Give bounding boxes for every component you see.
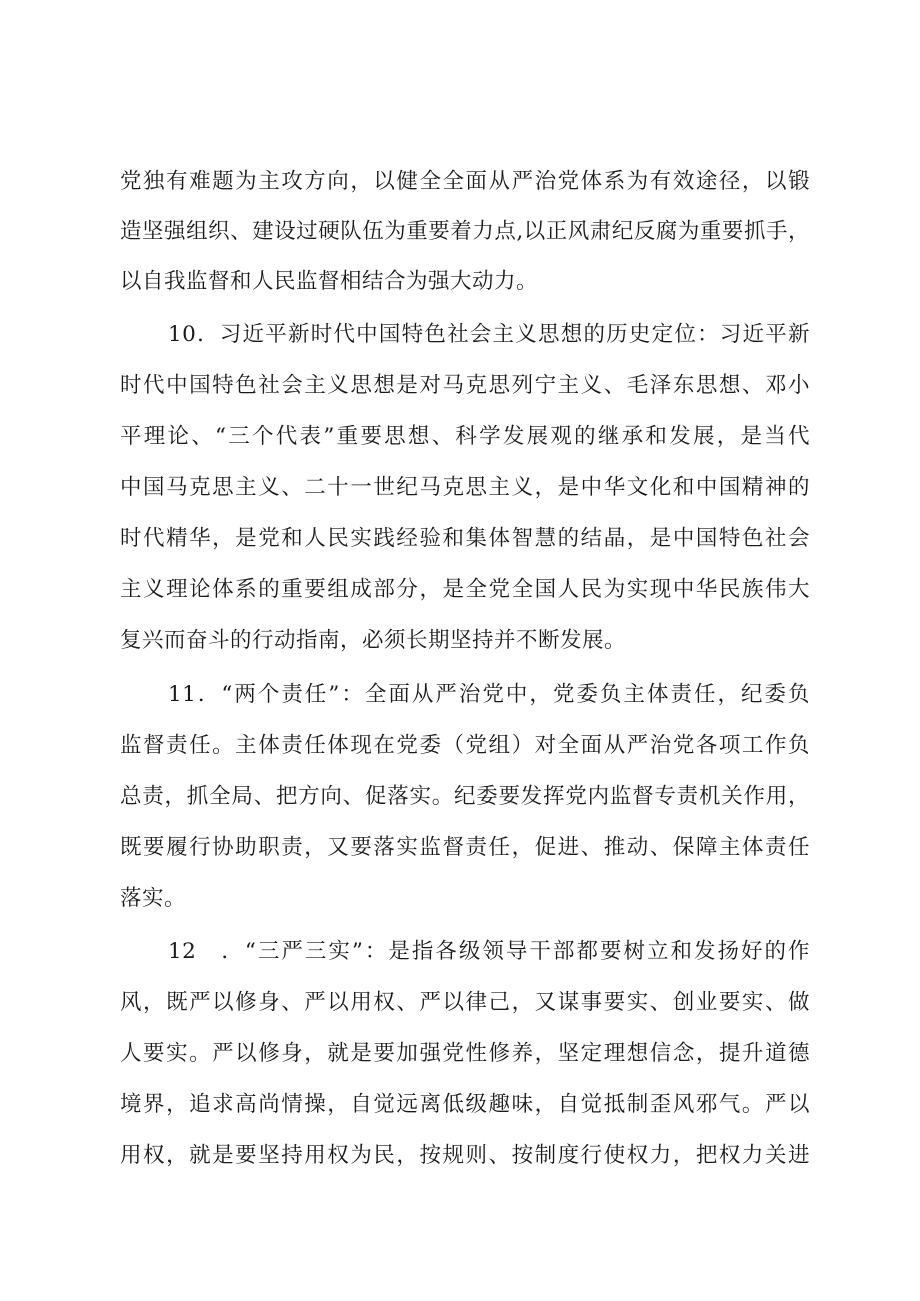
paragraph-line: 复兴而奋斗的行动指南，必须长期坚持并不断发展。 [120, 628, 627, 653]
paragraph-line: 10．习近平新时代中国特色社会主义思想的历史定位：习近平新 [168, 322, 810, 347]
paragraph-line: 以自我监督和人民监督相结合为强大动力。 [120, 269, 539, 294]
paragraph-line: 党独有难题为主攻方向，以健全全面从严治党体系为有效途径，以锻 [120, 169, 810, 194]
paragraph-line: 主义理论体系的重要组成部分，是全党全国人民为实现中华民族伟大 [120, 577, 810, 602]
paragraph-line: 11．“两个责任”：全面从严治党中，党委负主体责任，纪委负 [168, 682, 810, 707]
paragraph-line: 境界，追求高尚情操，自觉远离低级趣味，自觉抵制歪风邪气。严以 [120, 1092, 810, 1117]
paragraph-line: 12 ．“三严三实”：是指各级领导干部都要树立和发扬好的作 [168, 939, 810, 964]
paragraph-line: 时代中国特色社会主义思想是对马克思列宁主义、毛泽东思想、邓小 [120, 373, 810, 398]
paragraph-line: 总责，抓全局、把方向、促落实。纪委要发挥党内监督专责机关作用， [120, 784, 810, 809]
paragraph-line: 落实。 [120, 886, 187, 911]
paragraph-line: 风，既严以修身、严以用权、严以律己，又谋事要实、创业要实、做 [120, 990, 810, 1015]
paragraph-line: 时代精华，是党和人民实践经验和集体智慧的结晶，是中国特色社会 [120, 526, 810, 551]
paragraph-line: 监督责任。主体责任体现在党委（党组）对全面从严治党各项工作负 [120, 733, 810, 758]
paragraph-line: 用权，就是要坚持用权为民，按规则、按制度行使权力，把权力关进 [120, 1143, 810, 1168]
paragraph-line: 中国马克思主义、二十一世纪马克思主义，是中华文化和中国精神的 [120, 475, 810, 500]
paragraph-line: 造坚强组织、建设过硬队伍为重要着力点,以正风肃纪反腐为重要抓手， [120, 219, 810, 244]
paragraph-line: 人要实。严以修身，就是要加强党性修养，坚定理想信念，提升道德 [120, 1041, 810, 1066]
paragraph-line: 平理论、“三个代表”重要思想、科学发展观的继承和发展，是当代 [120, 424, 810, 449]
paragraph-line: 既要履行协助职责，又要落实监督责任，促进、推动、保障主体责任 [120, 835, 810, 860]
